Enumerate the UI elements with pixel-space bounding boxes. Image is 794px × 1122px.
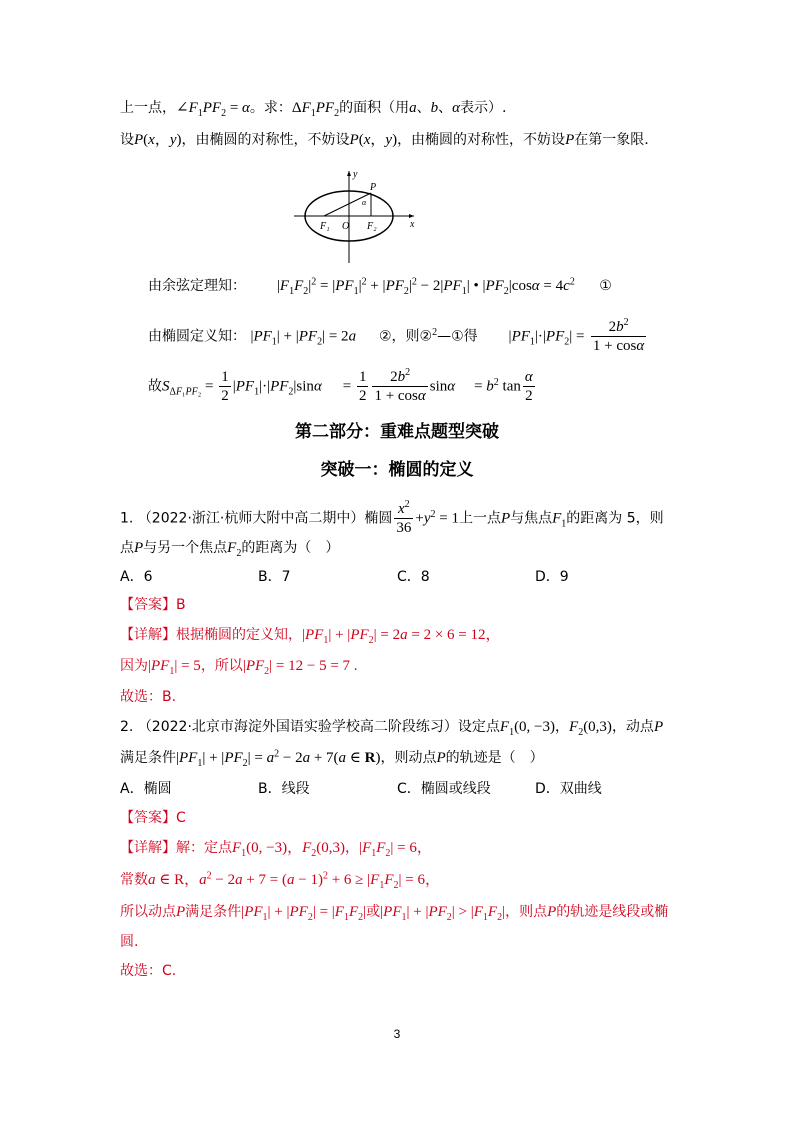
detail-text: 因为 [120,658,148,674]
question-text: 满足条件 [120,750,176,766]
f2-label: F₂ [367,221,377,232]
fraction: $\frac{x^2}{36}$ [396,499,412,536]
q1-option-a[interactable]: A．6 [120,569,153,585]
detail-text: ， [345,840,360,856]
label-text: —①得 [437,328,478,345]
q2-detail-2: 常数a ∈ R，$a^2 - 2a + 7 = (a - 1)^2 + 6 \ge |F_1F_2| = 6$， [120,870,440,891]
question-text: 的距离为 5，则 [566,510,664,527]
question-text: （2022·北京市海淀外国语实验学校高二阶段练习）设定点 [137,719,500,735]
definition-line: 由椭圆定义知： $|PF_1| + |PF_2| = 2a$ ②，则②$^2$—①得 $|PF_1|\cdot|PF_2|$ = $\frac{2b^2}{1 + \cos\alpha}$ [148,317,645,354]
detail-text: 的轨迹是线段或椭 [556,904,669,920]
q1-answer: 【答案】B [120,597,186,613]
fraction: $\frac{1}{2}$ [221,369,229,404]
detail-text: 根据椭圆的定义知， [176,627,302,643]
question-text: 点 [120,540,134,556]
intro-text: 。求： [249,100,292,116]
intro-text: 设 [120,132,134,148]
q1-option-d[interactable]: D．9 [535,569,569,585]
p-label: P [370,182,377,193]
intro-text: ，由椭圆的对称性，不妨设 [397,132,566,148]
question-number: 2. [120,719,134,735]
label-text: 由余弦定理知： [148,278,246,294]
alpha-label: α [362,198,367,207]
question-text: 上一点 [458,510,501,527]
question-text: 与焦点 [510,510,553,527]
ellipse-figure [292,165,422,265]
q2-conclusion: 故选：C. [120,963,177,979]
page-number: 3 [393,1027,401,1041]
question-text: ，则动点 [380,750,437,766]
q2-line-2: 满足条件$|PF_1| + |PF_2| = a^2 - 2a + 7(a$ ∈ R)，则动点P的轨迹是（ ） [120,748,544,769]
q1-line-2: 点P与另一个焦点$F_2$的距离为（ ） [120,540,340,559]
origin-label: O [342,221,350,232]
axis-x-label: x [410,219,415,230]
question-text: （2022·浙江·杭师大附中高二期中）椭圆 [137,510,393,527]
q2-detail-1: 【详解】解：定点$F_1(0$, −3)，$F_2(0,3)$，$|F_1F_2| = 6$， [120,840,432,859]
question-number: 1. [120,510,134,527]
detail-label: 【详解】 [120,627,176,643]
q1-option-b[interactable]: B．7 [258,569,291,585]
question-text: 与另一个焦点 [143,540,228,556]
q1-line-1: 1. （2022·浙江·杭师大附中高二期中）椭圆 $\frac{x^2}{36}$ $+y^2 = 1$上一点P与焦点$F_1$的距离为 5，则 [120,499,664,536]
cosine-law-line: 由余弦定理知： $|F_1F_2|^2 = |PF_1|^2 + |PF_2|^2 - 2|PF_1|$ • $|PF_2|\cos\alpha = 4c^2$ ① [148,276,612,297]
intro-text: 、 [416,100,431,116]
q2-option-c[interactable]: C．椭圆或线段 [397,781,491,797]
intro-text: 表示）. [459,100,507,116]
intro-text: 的面积（用 [339,100,410,116]
q1-detail-1: 【详解】根据椭圆的定义知，$|PF_1| + |PF_2| = 2a = 2 \times 6 = 12$， [120,627,501,646]
intro-text: 上一点， [120,100,176,116]
detail-text: 所以动点 [120,904,176,920]
part-title: 第二部分：重难点题型突破 [295,422,499,442]
fraction: $\frac{1}{2}$ [358,369,367,404]
q1-option-c[interactable]: C．8 [397,569,430,585]
detail-text: ，所以 [200,658,243,674]
q2-option-d[interactable]: D．双曲线 [535,781,602,797]
f1-label: F₁ [320,221,330,232]
intro-line-1: 上一点，$\angle F_1PF_2 = \alpha$。求：$\Delta F_1PF_2$的面积（用a、b、α表示）. [120,100,507,119]
break-title: 突破一：椭圆的定义 [320,460,474,480]
detail-text: 或 [366,904,381,920]
area-line: 故$S_{\Delta F_1PF_2}$ = $\frac{1}{2}$ $|PF_1|\cdot|PF_2|\sin\alpha$ = $\frac{1}{2}$ $\frac{2b^2}{1 + \cos\alpha}$ $\sin\alpha = b^2$ tan $\frac{\alpha}{2}$ [148,367,533,404]
detail-text: ，则点 [505,904,548,920]
detail-text: 常数 [120,872,148,888]
q2-option-a[interactable]: A．椭圆 [120,781,172,797]
q1-detail-2: 因为$|PF_1| = 5$，所以$|PF_2| = 12 - 5 = 7$ . [120,658,358,677]
label-text: ②，则② [378,328,433,345]
q2-detail-3: 所以动点P满足条件$|PF_1| + |PF_2| = |F_1F_2|$或$|PF_1| + |PF_2| > |F_1F_2|$，则点P的轨迹是线段或椭 [120,904,669,923]
label-text: 由椭圆定义知： [148,328,246,345]
q2-option-b[interactable]: B．线段 [258,781,310,797]
fraction: $\frac{2b^2}{1 + \cos\alpha}$ [592,317,645,354]
question-text: 的轨迹是（ ） [445,750,544,766]
axis-y-label: y [353,169,358,180]
label-text: 故 [148,378,162,395]
fraction: $\frac{\alpha}{2}$ [524,369,533,404]
detail-text: 解：定点 [176,840,232,856]
fraction: $\frac{2b^2}{1 + \cos\alpha}$ [374,367,426,404]
q2-line-1: 2. （2022·北京市海淀外国语实验学校高二阶段练习）设定点$F_1(0$, −3)，$F_2(0,3)$，动点P [120,719,664,738]
intro-text: ，由椭圆的对称性，不妨设 [181,132,350,148]
intro-text: 在第一象限. [574,132,649,148]
question-text: ，动点 [611,719,654,735]
q1-conclusion: 故选：B. [120,689,177,705]
intro-text: 、 [438,100,453,116]
detail-text: 满足条件 [185,904,242,920]
question-text: ， [555,719,570,735]
intro-line-2: 设P(x，y)，由椭圆的对称性，不妨设P(x，y)，由椭圆的对称性，不妨设P在第一象限. [120,132,649,148]
circle-1: ① [599,278,612,294]
q2-detail-4: 圆. [120,934,139,950]
detail-label: 【详解】 [120,840,176,856]
question-text: 的距离为（ ） [241,540,340,556]
q2-answer: 【答案】C [120,810,186,826]
